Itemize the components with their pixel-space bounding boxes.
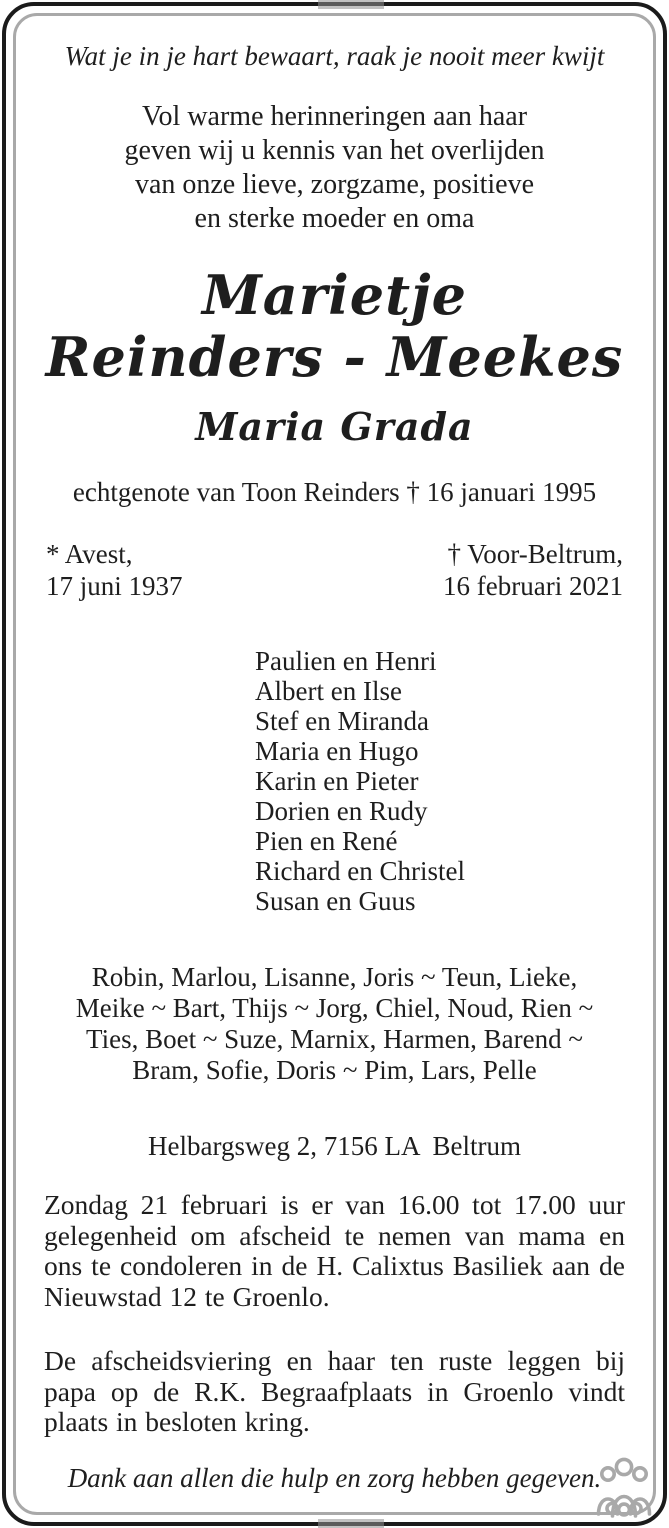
visitation-paragraph: Zondag 21 februari is er van 16.00 tot 17.00 uur gelegenheid om afscheid te nemen van mama en ons te condoleren in de H. Calixtus Basiliek aan de Nieuwstad 12 te Groenlo. [44, 1189, 625, 1312]
birth-info [46, 538, 183, 602]
grandchildren-line: Meike ~ Bart, Thijs ~ Jorg, Chiel, Noud, Rien ~ [75, 993, 594, 1023]
list-item: Maria en Hugo [255, 736, 419, 766]
birth-place: * Avest, [46, 539, 133, 569]
list-item: Karin en Pieter [255, 766, 419, 796]
list-item: Pien en René [255, 826, 398, 856]
top-notch [318, 0, 384, 9]
deceased-name [44, 264, 625, 388]
announcement-text [44, 100, 625, 236]
family-people-icon [595, 1456, 653, 1518]
bottom-notch [318, 1519, 384, 1528]
death-date: 16 februari 2021 [443, 571, 623, 601]
intro-line: van onze lieve, zorgzame, positieve [134, 169, 535, 200]
death-info [443, 538, 623, 602]
funeral-paragraph: De afscheidsviering en haar ten ruste leggen bij papa op de R.K. Begraafplaats in Groenlo vindt plaats in besloten kring. [44, 1345, 625, 1437]
thanks-line: Dank aan allen die hulp en zorg hebben gegeven. [67, 1462, 602, 1493]
grandchildren-line: Bram, Sofie, Doris ~ Pim, Lars, Pelle [132, 1055, 537, 1085]
intro-line: Vol warme herinneringen aan haar [141, 101, 528, 132]
grandchildren-line: Ties, Boet ~ Suze, Marnix, Harmen, Barend ~ [86, 1024, 583, 1054]
intro-line: en sterke moeder en oma [194, 203, 475, 234]
list-item: Richard en Christel [255, 856, 465, 886]
list-item: Paulien en Henri [255, 646, 437, 676]
card-content [44, 14, 625, 1514]
deceased-last-name: Reinders - Meekes [45, 325, 624, 389]
list-item: Dorien en Rudy [255, 796, 428, 826]
grandchildren-line: Robin, Marlou, Lisanne, Joris ~ Teun, Lieke, [91, 962, 578, 992]
opening-quote: Wat je in je hart bewaart, raak je nooit meer kwijt [64, 41, 605, 71]
grandchildren-list [44, 962, 625, 1086]
birth-death-dates [44, 538, 625, 602]
children-list [255, 646, 465, 916]
list-item: Albert en Ilse [255, 676, 402, 706]
death-place: † Voor-Beltrum, [447, 539, 623, 569]
deceased-first-name: Marietje [202, 263, 467, 327]
birth-date: 17 juni 1937 [46, 571, 183, 601]
correspondence-address: Helbargsweg 2, 7156 LA Beltrum [148, 1131, 521, 1161]
list-item: Susan en Guus [255, 886, 416, 916]
spouse-line: echtgenote van Toon Reinders † 16 januari 1995 [72, 477, 597, 507]
deceased-birth-names: Maria Grada [195, 404, 474, 449]
intro-line: geven wij u kennis van het overlijden [124, 135, 545, 166]
list-item: Stef en Miranda [255, 706, 429, 736]
